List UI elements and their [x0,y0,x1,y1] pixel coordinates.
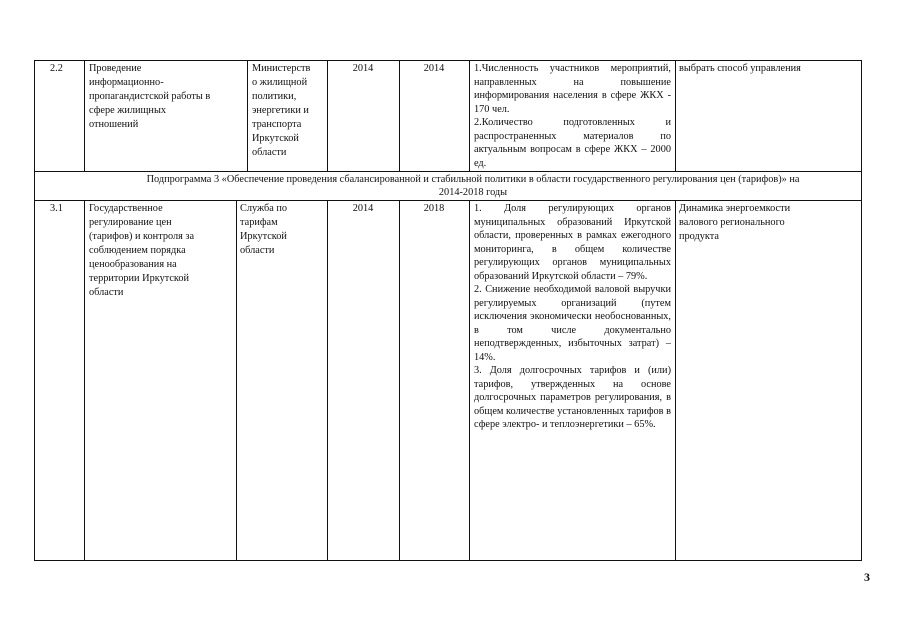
column-divider [675,200,676,560]
column-divider [399,200,400,560]
row-number: 3.1 [50,203,63,214]
column-divider [327,60,328,171]
table-bottom-border [34,560,862,561]
table-left-border [34,60,35,561]
column-divider [469,200,470,560]
expected-results: 1. Доля регулирующих органов муниципальных образований Иркутской области, проверенных в рамках ежегодного мониторинга, в общем количестве регулирующих органов муниципальных образований Иркутской области – 79%. 2. Снижение необходимой валовой выручки регулируемых организаций (путем исключения экономически необоснованных, в том числе документально неподтвержденных, избыточных затрат) – 14%. 3. Доля долгосрочных тарифов и (или) тарифов, утвержденных на основе долгосрочных параметров регулирования, в общем количестве установленных тарифов в сфере электро- и теплоэнергетики – 65%. [474,203,671,430]
consequences: выбрать способ управления [679,63,801,74]
row-divider [34,200,862,201]
consequences: Динамика энергоемкости валового регионального продукта [679,203,791,242]
end-year: 2014 [423,63,445,74]
expected-results: 1.Численность участников мероприятий, направленных на повышение информирования населения в сфере ЖКХ - 170 чел. 2.Количество подготовленных и распространенных материалов по актуальным вопросам в сфере ЖКХ – 2000 ед. [474,63,671,169]
executor: Министерств о жилищной политики, энергетики и транспорта Иркутской области [252,63,311,158]
column-divider [84,60,85,171]
event-name: Проведение информационно- пропагандистской работы в сфере жилищных отношений [89,63,211,130]
column-divider [247,60,248,171]
column-divider [675,60,676,171]
start-year: 2014 [352,203,374,214]
row-divider [34,171,862,172]
row-number: 2.2 [50,63,63,74]
start-year: 2014 [352,63,374,74]
table-right-border [861,60,862,561]
executor: Служба по тарифам Иркутской области [240,203,288,256]
subprogram-heading: Подпрограмма 3 «Обеспечение проведения сбалансированной и стабильной политики в области государственного регулирования цен (тарифов)» на 2014-2018 годы [146,174,800,198]
column-divider [469,60,470,171]
column-divider [84,200,85,560]
column-divider [327,200,328,560]
column-divider [399,60,400,171]
table-top-border [34,60,862,61]
page-number: 3 [864,570,870,584]
column-divider [236,200,237,560]
end-year: 2018 [423,203,445,214]
event-name: Государственное регулирование цен (тарифов) и контроля за соблюдением порядка ценообразования на территории Иркутской области [89,203,195,298]
